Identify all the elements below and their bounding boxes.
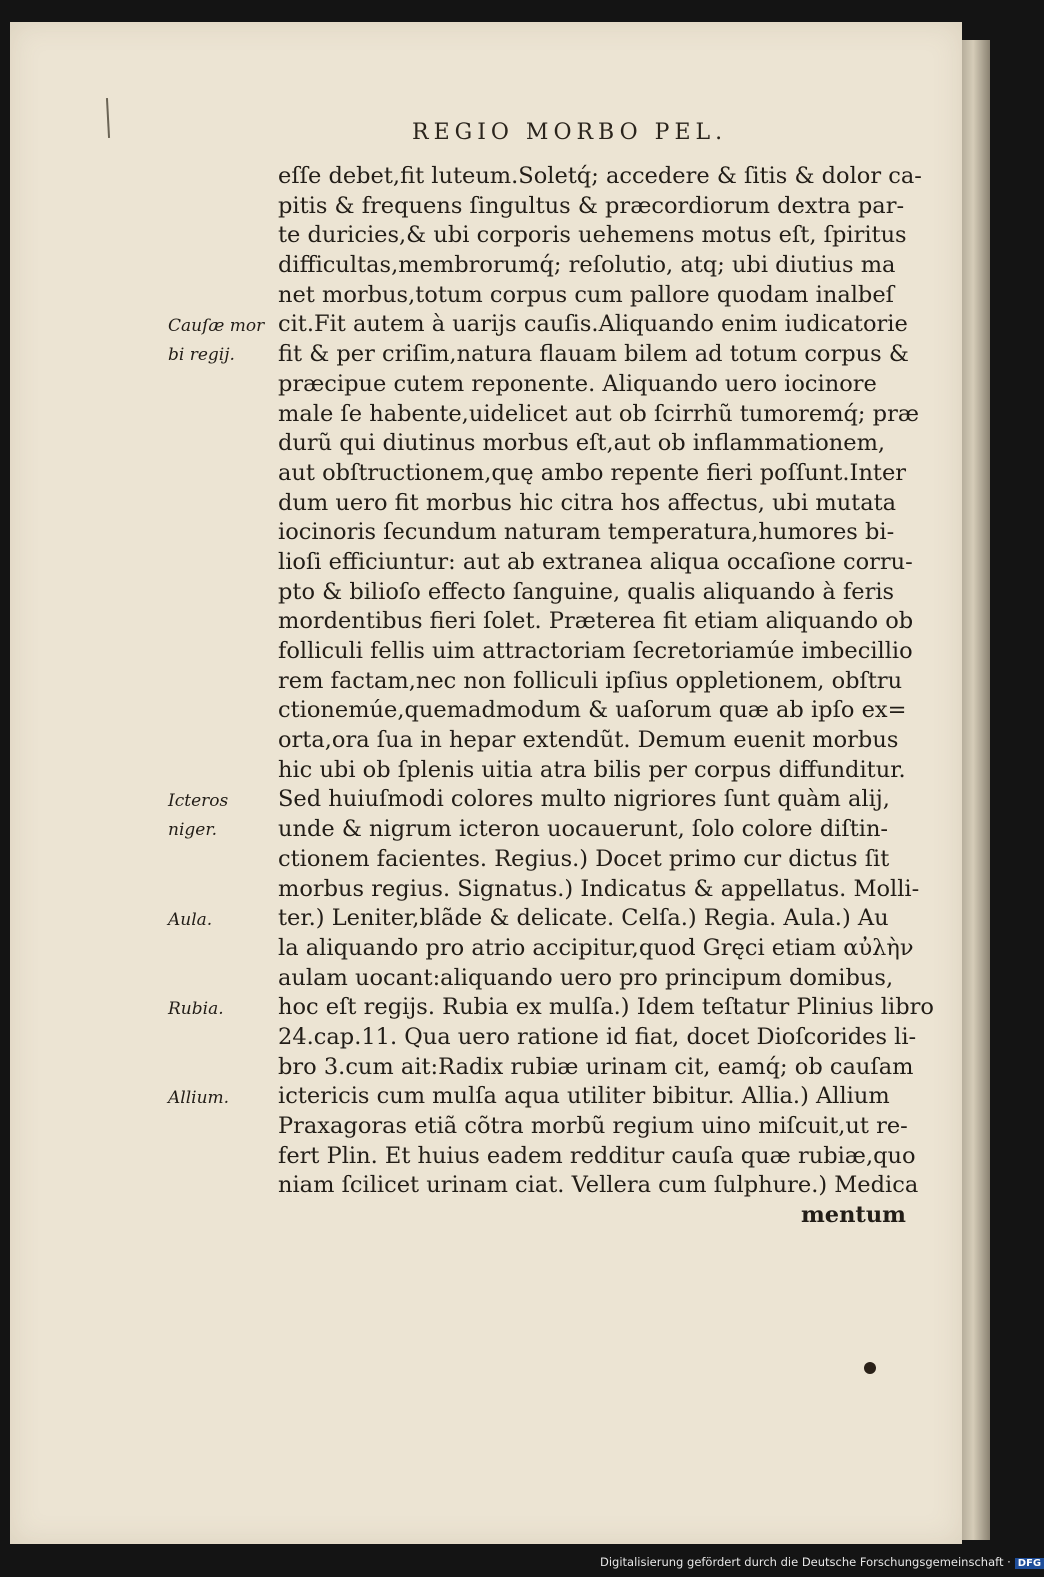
text-line: te duricies,& ubi corporis uehemens motus eſt, ſpiritus [278,222,907,249]
text-line: præcipue cutem reponente. Aliquando uero iocinore [278,370,877,397]
text-line: mordentibus fieri ſolet. Præterea fit etiam aliquando ob [278,608,914,635]
margin-note: Aula. [168,909,213,930]
text-line: orta,ora ſua in hepar extendũt. Demum euenit morbus [278,727,899,754]
text-line: durũ qui diutinus morbus eſt,aut ob inflammationem, [278,430,886,457]
margin-note: Rubia. [168,998,224,1019]
running-title: REGIO MORBO PEL. [412,120,728,145]
text-line: Praxagoras etiã cõtra morbũ regium uino miſcuit,ut re- [278,1113,908,1139]
digitization-footer [600,1555,1042,1575]
text-line: la aliquando pro atrio accipitur,quod Gręci etiam αὐλὴν [278,934,914,961]
text-line: pto & bilioſo effecto ſanguine, qualis aliquando à feris [278,578,895,605]
dfg-logo: DFG [1015,1558,1044,1569]
margin-note: Allium. [168,1087,230,1108]
text-line: ter.) Leniter,blãde & delicate. Celſa.) Regia. Aula.) Au [278,905,889,932]
text-line: hic ubi ob ſplenis uitia atra bilis per corpus diffunditur. [278,756,906,783]
text-line: folliculi fellis uim attractoriam ſecretoriamúe imbecillio [278,638,913,664]
text-line: morbus regius. Signatus.) Indicatus & appellatus. Molli- [278,875,920,902]
page-edge-shadow [962,40,990,1540]
text-line: 24.cap.11. Qua uero ratione id fiat, docet Dioſcorides li- [278,1023,917,1050]
text-line: dum uero fit morbus hic citra hos affectus, ubi mutata [278,489,897,516]
text-line: unde & nigrum icteron uocauerunt, ſolo colore diſtin- [278,816,889,843]
text-line: ictericis cum mulſa aqua utiliter bibitur. Allia.) Allium [278,1083,890,1110]
text-line: iocinoris ſecundum naturam temperatura,humores bi- [278,519,895,546]
text-line: rem factam,nec non folliculi ipſius oppletionem, obſtru [278,667,903,694]
text-line: bro 3.cum ait:Radix rubiæ urinam cit, eamq́; ob cauſam [278,1053,914,1080]
text-line: cit.Fit autem à uarijs cauſis.Aliquando enim iudicatorie [278,311,908,338]
text-line: ctionem facientes. Regius.) Docet primo cur dictus ſit [278,845,890,872]
text-line: aut obſtructionem,quę ambo repente fieri poſſunt.Inter [278,459,907,486]
text-line: fert Plin. Et huius eadem redditur cauſa quæ rubiæ,quo [278,1142,916,1169]
margin-note: Cauſæ mor [168,315,265,336]
text-line: Sed huiuſmodi colores multo nigriores ſunt quàm alij, [278,786,890,813]
text-line: eſſe debet,fit luteum.Soletq́; accedere & ſitis & dolor ca- [278,163,922,189]
text-line: net morbus,totum corpus cum pallore quodam inalbeſ [278,281,894,308]
text-line: male ſe habente,uidelicet aut ob ſcirrhũ tumoremq́; præ [278,400,919,427]
text-line: hoc eſt regijs. Rubia ex mulſa.) Idem teſtatur Plinius libro [278,994,934,1021]
catchword: mentum [800,1202,906,1229]
margin-note: Icteros [168,790,229,811]
ink-dot [864,1362,876,1374]
text-line: lioſi efficiuntur: aut ab extranea aliqua occaſione corru- [278,548,913,575]
margin-note: niger. [168,820,217,841]
text-line: ctionemúe,quemadmodum & uaſorum quæ ab ipſo ex= [278,697,907,724]
text-line: niam ſcilicet urinam ciat. Vellera cum ſulphure.) Medica [278,1172,919,1199]
text-line: aulam uocant:aliquando uero pro principum domibus, [278,964,894,991]
margin-note: bi regij. [168,345,235,366]
footer-credit: Digitalisierung gefördert durch die Deutsche Forschungsgemeinschaft · [600,1555,1011,1569]
text-line: pitis & frequens ſingultus & præcordiorum dextra par- [278,192,905,219]
text-line: difficultas,membrorumq́; reſolutio, atq; ubi diutius ma [278,252,896,279]
main-text-block [278,162,934,1231]
text-line: fit & per criſim,natura flauam bilem ad totum corpus & [278,341,909,368]
